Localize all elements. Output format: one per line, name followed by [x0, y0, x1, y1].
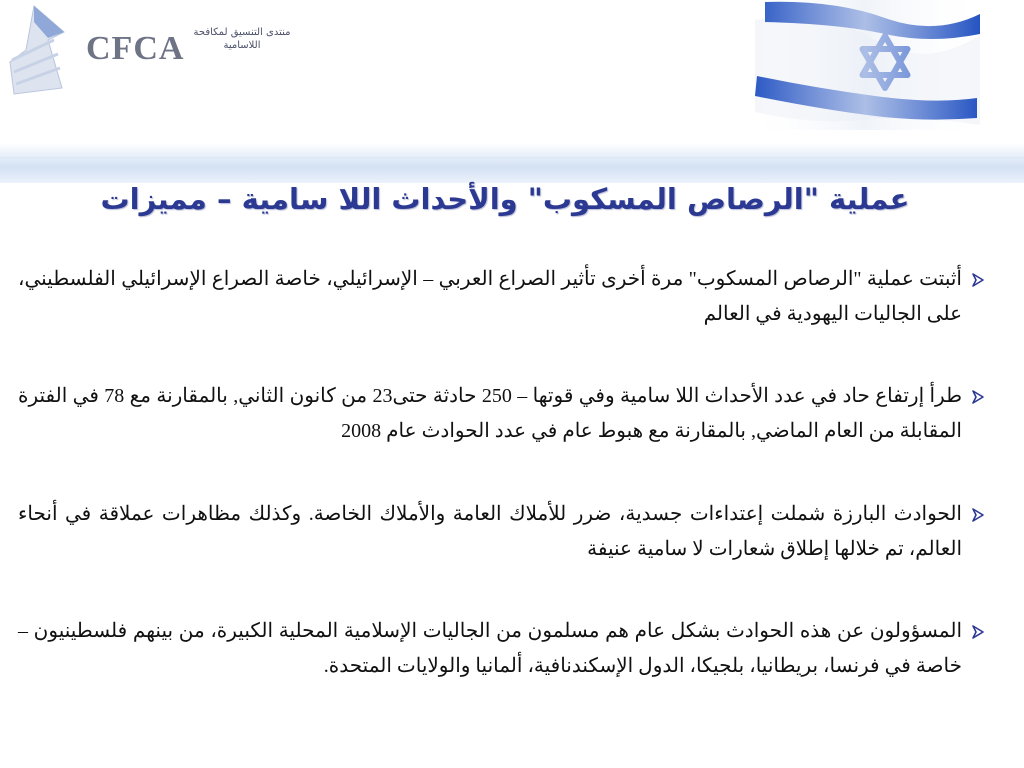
logo-name: CFCA — [86, 30, 185, 67]
arrow-bullet-icon — [968, 262, 988, 297]
arrow-bullet-icon — [968, 497, 988, 532]
bullet-list — [18, 262, 990, 677]
bullet-text: المسؤولون عن هذه الحوادث بشكل عام هم مسلمون من الجاليات الإسلامية المحلية الكبيرة، من بينهم فلسطينيون – خاصة في فرنسا، بريطانيا، بلجيكا، الدول الإسكندنافية، ألمانيا والولايات المتحدة. — [18, 620, 962, 677]
bullet-item — [18, 379, 990, 449]
logo-arabic-name: منتدى التنسيق لمكافحة اللاسامية — [193, 27, 291, 51]
header-band — [0, 143, 1024, 183]
cfca-logo — [4, 2, 294, 98]
bullet-text: طرأ إرتفاع حاد في عدد الأحداث اللا سامية وفي قوتها – 250 حادثة حتى23 من كانون الثاني, بالمقارنة مع 78 في الفترة المقابلة من العام الماضي, بالمقارنة مع هبوط عام في عدد الحوادث عام 2008 — [18, 385, 962, 442]
bullet-item — [18, 497, 990, 567]
header-divider — [0, 157, 1024, 159]
cfca-logo-icon — [4, 2, 84, 98]
slide-title: عملية "الرصاص المسكوب" والأحداث اللا سامية – مميزات — [100, 182, 910, 216]
bullet-text: الحوادث البارزة شملت إعتداءات جسدية، ضرر للأملاك العامة والأملاك الخاصة. وكذلك مظاهرات عملاقة في أنحاء العالم، تم خلالها إطلاق شعارات لا سامية عنيفة — [18, 503, 962, 560]
israel-flag-icon — [745, 0, 985, 130]
arrow-bullet-icon — [968, 379, 988, 414]
bullet-item — [18, 614, 990, 684]
arrow-bullet-icon — [968, 614, 988, 649]
bullet-item — [18, 262, 990, 332]
bullet-text: أثبتت عملية "الرصاص المسكوب" مرة أخرى تأثير الصراع العربي – الإسرائيلي، خاصة الصراع الإسرائيلي الفلسطيني، على الجاليات اليهودية في العالم — [18, 268, 962, 325]
